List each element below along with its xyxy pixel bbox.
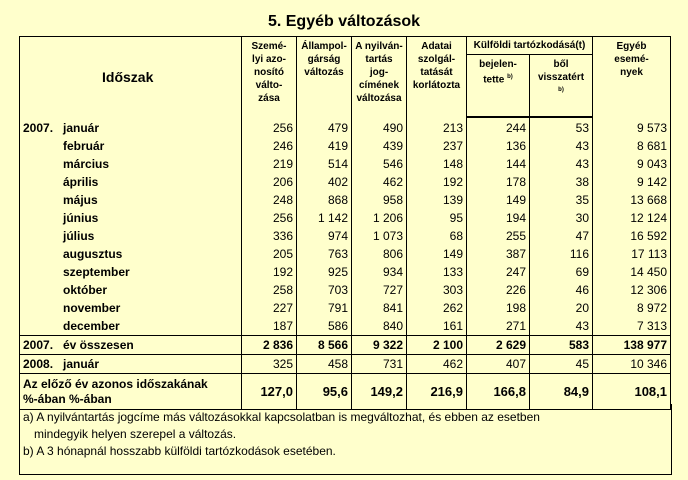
table-cell: 458 bbox=[297, 355, 352, 374]
row-label bbox=[20, 355, 242, 374]
table-cell: 213 bbox=[407, 117, 467, 137]
table-cell: 149 bbox=[467, 191, 530, 209]
table-cell: 248 bbox=[242, 191, 297, 209]
table-cell: 2 629 bbox=[467, 336, 530, 355]
header-kulfoldi: Külföldi tartózkodásá(t) bbox=[467, 37, 593, 55]
table-cell: 216,9 bbox=[407, 374, 467, 410]
table-row bbox=[20, 245, 671, 263]
table-cell: 68 bbox=[407, 227, 467, 245]
table-cell: 69 bbox=[530, 263, 593, 281]
table-cell: 246 bbox=[242, 137, 297, 155]
table-cell: 12 124 bbox=[593, 209, 671, 227]
percent-label-line2: %-ában %-ában bbox=[23, 392, 112, 406]
table-row bbox=[20, 299, 671, 317]
row-period: január bbox=[63, 357, 100, 371]
table-row bbox=[20, 263, 671, 281]
table-title: 5. Egyéb változások bbox=[267, 13, 421, 30]
table-cell: 256 bbox=[242, 209, 297, 227]
table-cell: 462 bbox=[352, 173, 407, 191]
table-cell: 2 100 bbox=[407, 336, 467, 355]
row-period: év összesen bbox=[63, 338, 134, 352]
table-cell: 17 113 bbox=[593, 245, 671, 263]
table-row bbox=[20, 209, 671, 227]
table-cell: 244 bbox=[467, 117, 530, 137]
row-label bbox=[20, 191, 242, 209]
table-cell: 9 043 bbox=[593, 155, 671, 173]
table-cell: 841 bbox=[352, 299, 407, 317]
table-cell: 227 bbox=[242, 299, 297, 317]
table-cell: 47 bbox=[530, 227, 593, 245]
table-cell: 8 681 bbox=[593, 137, 671, 155]
table-cell: 95,6 bbox=[297, 374, 352, 410]
table-cell: 149 bbox=[407, 245, 467, 263]
table-cell: 38 bbox=[530, 173, 593, 191]
table-cell: 8 566 bbox=[297, 336, 352, 355]
table-cell: 703 bbox=[297, 281, 352, 299]
row-period: november bbox=[63, 301, 121, 315]
table-cell: 255 bbox=[467, 227, 530, 245]
table-cell: 9 573 bbox=[593, 117, 671, 137]
data-table-wrapper bbox=[19, 36, 670, 410]
table-row bbox=[20, 155, 671, 173]
footnotes bbox=[19, 404, 672, 475]
row-period: december bbox=[63, 319, 120, 333]
row-label bbox=[20, 317, 242, 336]
row-period: október bbox=[63, 283, 108, 297]
table-cell: 840 bbox=[352, 317, 407, 336]
table-cell: 148 bbox=[407, 155, 467, 173]
table-cell: 139 bbox=[407, 191, 467, 209]
row-label bbox=[20, 281, 242, 299]
table-cell: 219 bbox=[242, 155, 297, 173]
table-cell: 247 bbox=[467, 263, 530, 281]
row-label bbox=[20, 336, 242, 355]
table-cell: 9 322 bbox=[352, 336, 407, 355]
table-cell: 727 bbox=[352, 281, 407, 299]
row-label bbox=[20, 209, 242, 227]
header-visszatert: ből visszatért $^{b)}$ bbox=[530, 55, 593, 118]
table-cell: 262 bbox=[407, 299, 467, 317]
table-cell: 45 bbox=[530, 355, 593, 374]
row-label bbox=[20, 173, 242, 191]
row-period: január bbox=[63, 120, 100, 135]
table-cell: 161 bbox=[407, 317, 467, 336]
table-cell: 127,0 bbox=[242, 374, 297, 410]
header-nyilvantartas: A nyilván- tartás jog- címének változása bbox=[352, 37, 407, 118]
table-cell: 16 592 bbox=[593, 227, 671, 245]
table-cell: 256 bbox=[242, 117, 297, 137]
header-period: Időszak bbox=[20, 37, 242, 118]
footnote-a: a) A nyilvántartás jogcíme más változásokkal kapcsolatban is megváltozhat, és ebben az esetben bbox=[23, 410, 540, 424]
table-cell: 1 073 bbox=[352, 227, 407, 245]
table-cell: 7 313 bbox=[593, 317, 671, 336]
table-cell: 192 bbox=[407, 173, 467, 191]
row-period: május bbox=[63, 193, 98, 207]
footnote-a-cont: mindegyik helyen szerepel a változás. bbox=[34, 427, 237, 441]
table-cell: 407 bbox=[467, 355, 530, 374]
table-cell: 402 bbox=[297, 173, 352, 191]
table-cell: 192 bbox=[242, 263, 297, 281]
row-period: június bbox=[63, 211, 99, 225]
table-cell: 43 bbox=[530, 155, 593, 173]
table-cell: 731 bbox=[352, 355, 407, 374]
table-cell: 387 bbox=[467, 245, 530, 263]
table-row bbox=[20, 191, 671, 209]
table-row bbox=[20, 173, 671, 191]
table-cell: 149,2 bbox=[352, 374, 407, 410]
table-body bbox=[20, 117, 671, 410]
header-szemelyi: Szemé- lyi azo- nosító válto- zása bbox=[242, 37, 297, 118]
row-period: augusztus bbox=[63, 247, 123, 261]
table-row bbox=[20, 137, 671, 155]
data-table bbox=[19, 36, 671, 410]
table-cell: 95 bbox=[407, 209, 467, 227]
table-cell: 868 bbox=[297, 191, 352, 209]
table-cell: 116 bbox=[530, 245, 593, 263]
table-cell: 166,8 bbox=[467, 374, 530, 410]
row-year: 2008. bbox=[23, 357, 54, 371]
table-cell: 53 bbox=[530, 117, 593, 137]
row-period: április bbox=[63, 175, 99, 189]
row-label bbox=[20, 299, 242, 317]
table-cell: 226 bbox=[467, 281, 530, 299]
header-adatai: Adatai szolgál- tatását korlátozta bbox=[407, 37, 467, 118]
table-cell: 2 836 bbox=[242, 336, 297, 355]
table-cell: 336 bbox=[242, 227, 297, 245]
table-cell: 237 bbox=[407, 137, 467, 155]
table-cell: 10 346 bbox=[593, 355, 671, 374]
table-cell: 439 bbox=[352, 137, 407, 155]
row-period: február bbox=[63, 139, 105, 153]
row-period: szeptember bbox=[63, 265, 130, 279]
table-row bbox=[20, 117, 671, 137]
table-cell: 490 bbox=[352, 117, 407, 137]
table-cell: 144 bbox=[467, 155, 530, 173]
row-label bbox=[20, 117, 242, 137]
table-cell: 271 bbox=[467, 317, 530, 336]
table-cell: 30 bbox=[530, 209, 593, 227]
table-cell: 108,1 bbox=[593, 374, 671, 410]
table-cell: 138 977 bbox=[593, 336, 671, 355]
table-cell: 303 bbox=[407, 281, 467, 299]
table-cell: 925 bbox=[297, 263, 352, 281]
table-cell: 974 bbox=[297, 227, 352, 245]
table-cell: 13 668 bbox=[593, 191, 671, 209]
table-cell: 462 bbox=[407, 355, 467, 374]
row-label bbox=[20, 263, 242, 281]
row-period: július bbox=[63, 229, 95, 243]
row-label bbox=[20, 137, 242, 155]
footnote-b: b) A 3 hónapnál hosszabb külföldi tartózkodások esetében. bbox=[23, 444, 336, 458]
table-cell: 934 bbox=[352, 263, 407, 281]
row-period: március bbox=[63, 157, 110, 171]
header-allampolgarsag: Állampol- gárság változás bbox=[297, 37, 352, 118]
table-cell: 806 bbox=[352, 245, 407, 263]
table-cell: 35 bbox=[530, 191, 593, 209]
table-cell: 258 bbox=[242, 281, 297, 299]
header-egyeb: Egyéb esemé- nyek bbox=[593, 37, 671, 118]
table-cell: 206 bbox=[242, 173, 297, 191]
row-label bbox=[20, 155, 242, 173]
row-label bbox=[20, 245, 242, 263]
table-cell: 8 972 bbox=[593, 299, 671, 317]
table-cell: 958 bbox=[352, 191, 407, 209]
row-year: 2007. bbox=[23, 338, 54, 352]
row-label bbox=[20, 227, 242, 245]
table-cell: 133 bbox=[407, 263, 467, 281]
table-cell: 9 142 bbox=[593, 173, 671, 191]
table-cell: 1 142 bbox=[297, 209, 352, 227]
table-cell: 14 450 bbox=[593, 263, 671, 281]
table-cell: 546 bbox=[352, 155, 407, 173]
table-row bbox=[20, 336, 671, 355]
table-row bbox=[20, 227, 671, 245]
table-cell: 763 bbox=[297, 245, 352, 263]
table-row bbox=[20, 355, 671, 374]
table-cell: 479 bbox=[297, 117, 352, 137]
header-bejelentette: bejelen- tette $^{b)}$ bbox=[467, 55, 530, 118]
table-cell: 1 206 bbox=[352, 209, 407, 227]
table-cell: 514 bbox=[297, 155, 352, 173]
table-cell: 187 bbox=[242, 317, 297, 336]
table-cell: 20 bbox=[530, 299, 593, 317]
table-cell: 136 bbox=[467, 137, 530, 155]
percent-label-line1: Az előző év azonos időszakának bbox=[23, 377, 208, 391]
table-cell: 198 bbox=[467, 299, 530, 317]
table-cell: 46 bbox=[530, 281, 593, 299]
table-cell: 12 306 bbox=[593, 281, 671, 299]
table-row bbox=[20, 317, 671, 336]
table-cell: 43 bbox=[530, 137, 593, 155]
table-cell: 586 bbox=[297, 317, 352, 336]
table-cell: 43 bbox=[530, 317, 593, 336]
table-cell: 178 bbox=[467, 173, 530, 191]
table-cell: 419 bbox=[297, 137, 352, 155]
table-row bbox=[20, 281, 671, 299]
row-year: 2007. bbox=[23, 120, 54, 135]
table-cell: 791 bbox=[297, 299, 352, 317]
table-cell: 84,9 bbox=[530, 374, 593, 410]
table-cell: 583 bbox=[530, 336, 593, 355]
table-cell: 325 bbox=[242, 355, 297, 374]
table-cell: 205 bbox=[242, 245, 297, 263]
table-cell: 194 bbox=[467, 209, 530, 227]
